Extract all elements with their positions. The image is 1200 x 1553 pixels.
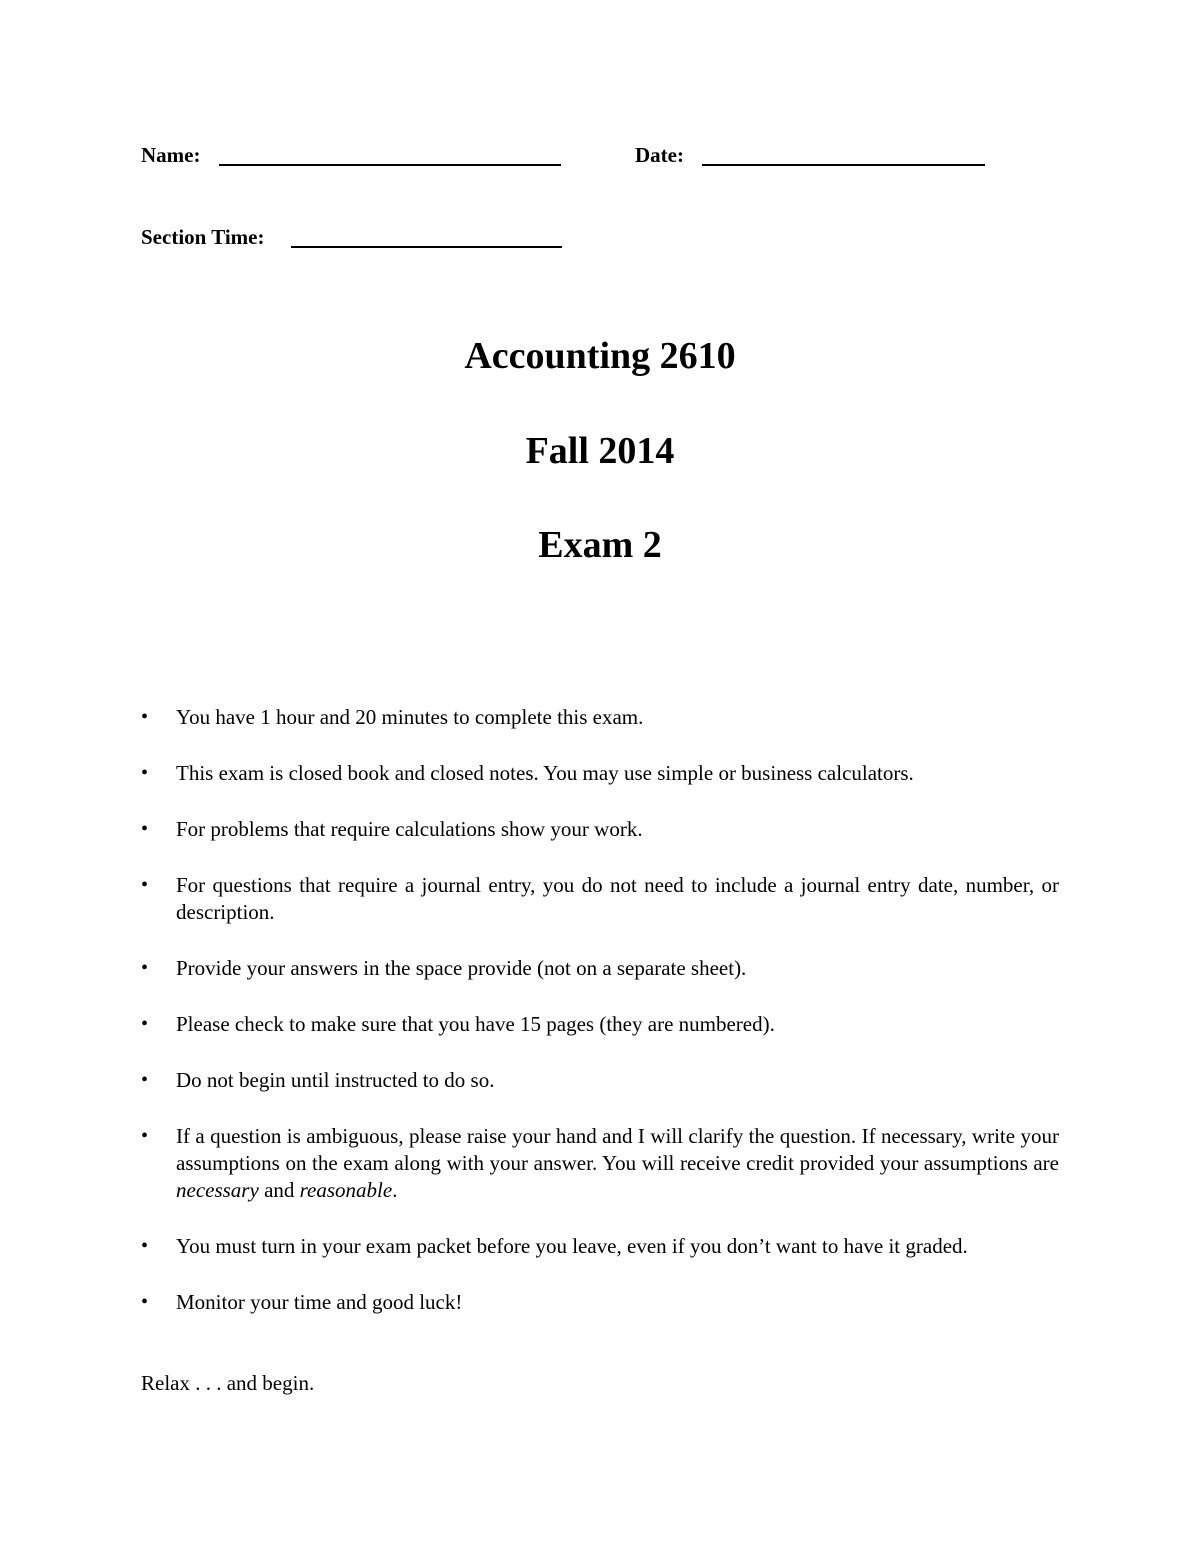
section-time-label: Section Time: xyxy=(141,225,265,249)
instruction-text: Do not begin until instructed to do so. xyxy=(176,1068,495,1092)
instruction-text-part: If a question is ambiguous, please raise your hand and I will clarify the question. If necessary, write your assumptions on the exam along with your answer. You will receive credit provided your assumptions are xyxy=(176,1124,1059,1175)
instruction-item xyxy=(141,1289,1059,1316)
date-blank-line xyxy=(702,164,985,166)
instructions-list xyxy=(141,704,1059,1345)
instruction-text: This exam is closed book and closed notes. You may use simple or business calculators. xyxy=(176,761,914,785)
instruction-text: Monitor your time and good luck! xyxy=(176,1290,463,1314)
bullet-icon: • xyxy=(141,1013,149,1035)
term-title: Fall 2014 xyxy=(525,430,675,472)
date-label: Date: xyxy=(635,143,684,167)
bullet-icon: • xyxy=(141,1235,149,1257)
instruction-text-part: and xyxy=(258,1178,300,1202)
instruction-text: Please check to make sure that you have 15 pages (they are numbered). xyxy=(176,1012,775,1036)
name-label: Name: xyxy=(141,143,201,167)
instruction-item xyxy=(141,1067,1059,1094)
exam-title: Exam 2 xyxy=(538,524,662,566)
instruction-text: Provide your answers in the space provide (not on a separate sheet). xyxy=(176,956,747,980)
bullet-icon: • xyxy=(141,957,149,979)
emphasis-reasonable: reasonable xyxy=(299,1178,393,1202)
instruction-item xyxy=(141,872,1059,926)
course-title: Accounting 2610 xyxy=(464,335,736,377)
bullet-icon: • xyxy=(141,1069,149,1091)
instruction-item xyxy=(141,1233,1059,1260)
name-blank-line xyxy=(219,164,561,166)
instruction-item xyxy=(141,760,1059,787)
bullet-icon: • xyxy=(141,762,149,784)
bullet-icon: • xyxy=(141,1291,149,1313)
instruction-item xyxy=(141,816,1059,843)
instruction-item xyxy=(141,1123,1059,1204)
instruction-text-part: . xyxy=(392,1178,398,1202)
bullet-icon: • xyxy=(141,874,149,896)
instruction-item xyxy=(141,1011,1059,1038)
instruction-text: For questions that require a journal entry, you do not need to include a journal entry date, number, or description. xyxy=(176,873,1059,924)
instruction-text xyxy=(176,1124,1059,1202)
section-time-blank-line xyxy=(291,246,562,248)
instruction-item xyxy=(141,704,1059,731)
instruction-text: For problems that require calculations show your work. xyxy=(176,817,643,841)
closing-text: Relax . . . and begin. xyxy=(141,1371,315,1395)
bullet-icon: • xyxy=(141,818,149,840)
emphasis-necessary: necessary xyxy=(176,1178,259,1202)
instruction-text: You have 1 hour and 20 minutes to complete this exam. xyxy=(176,705,644,729)
bullet-icon: • xyxy=(141,1125,149,1147)
bullet-icon: • xyxy=(141,706,149,728)
instruction-item xyxy=(141,955,1059,982)
instruction-text: You must turn in your exam packet before you leave, even if you don’t want to have it graded. xyxy=(176,1234,968,1258)
